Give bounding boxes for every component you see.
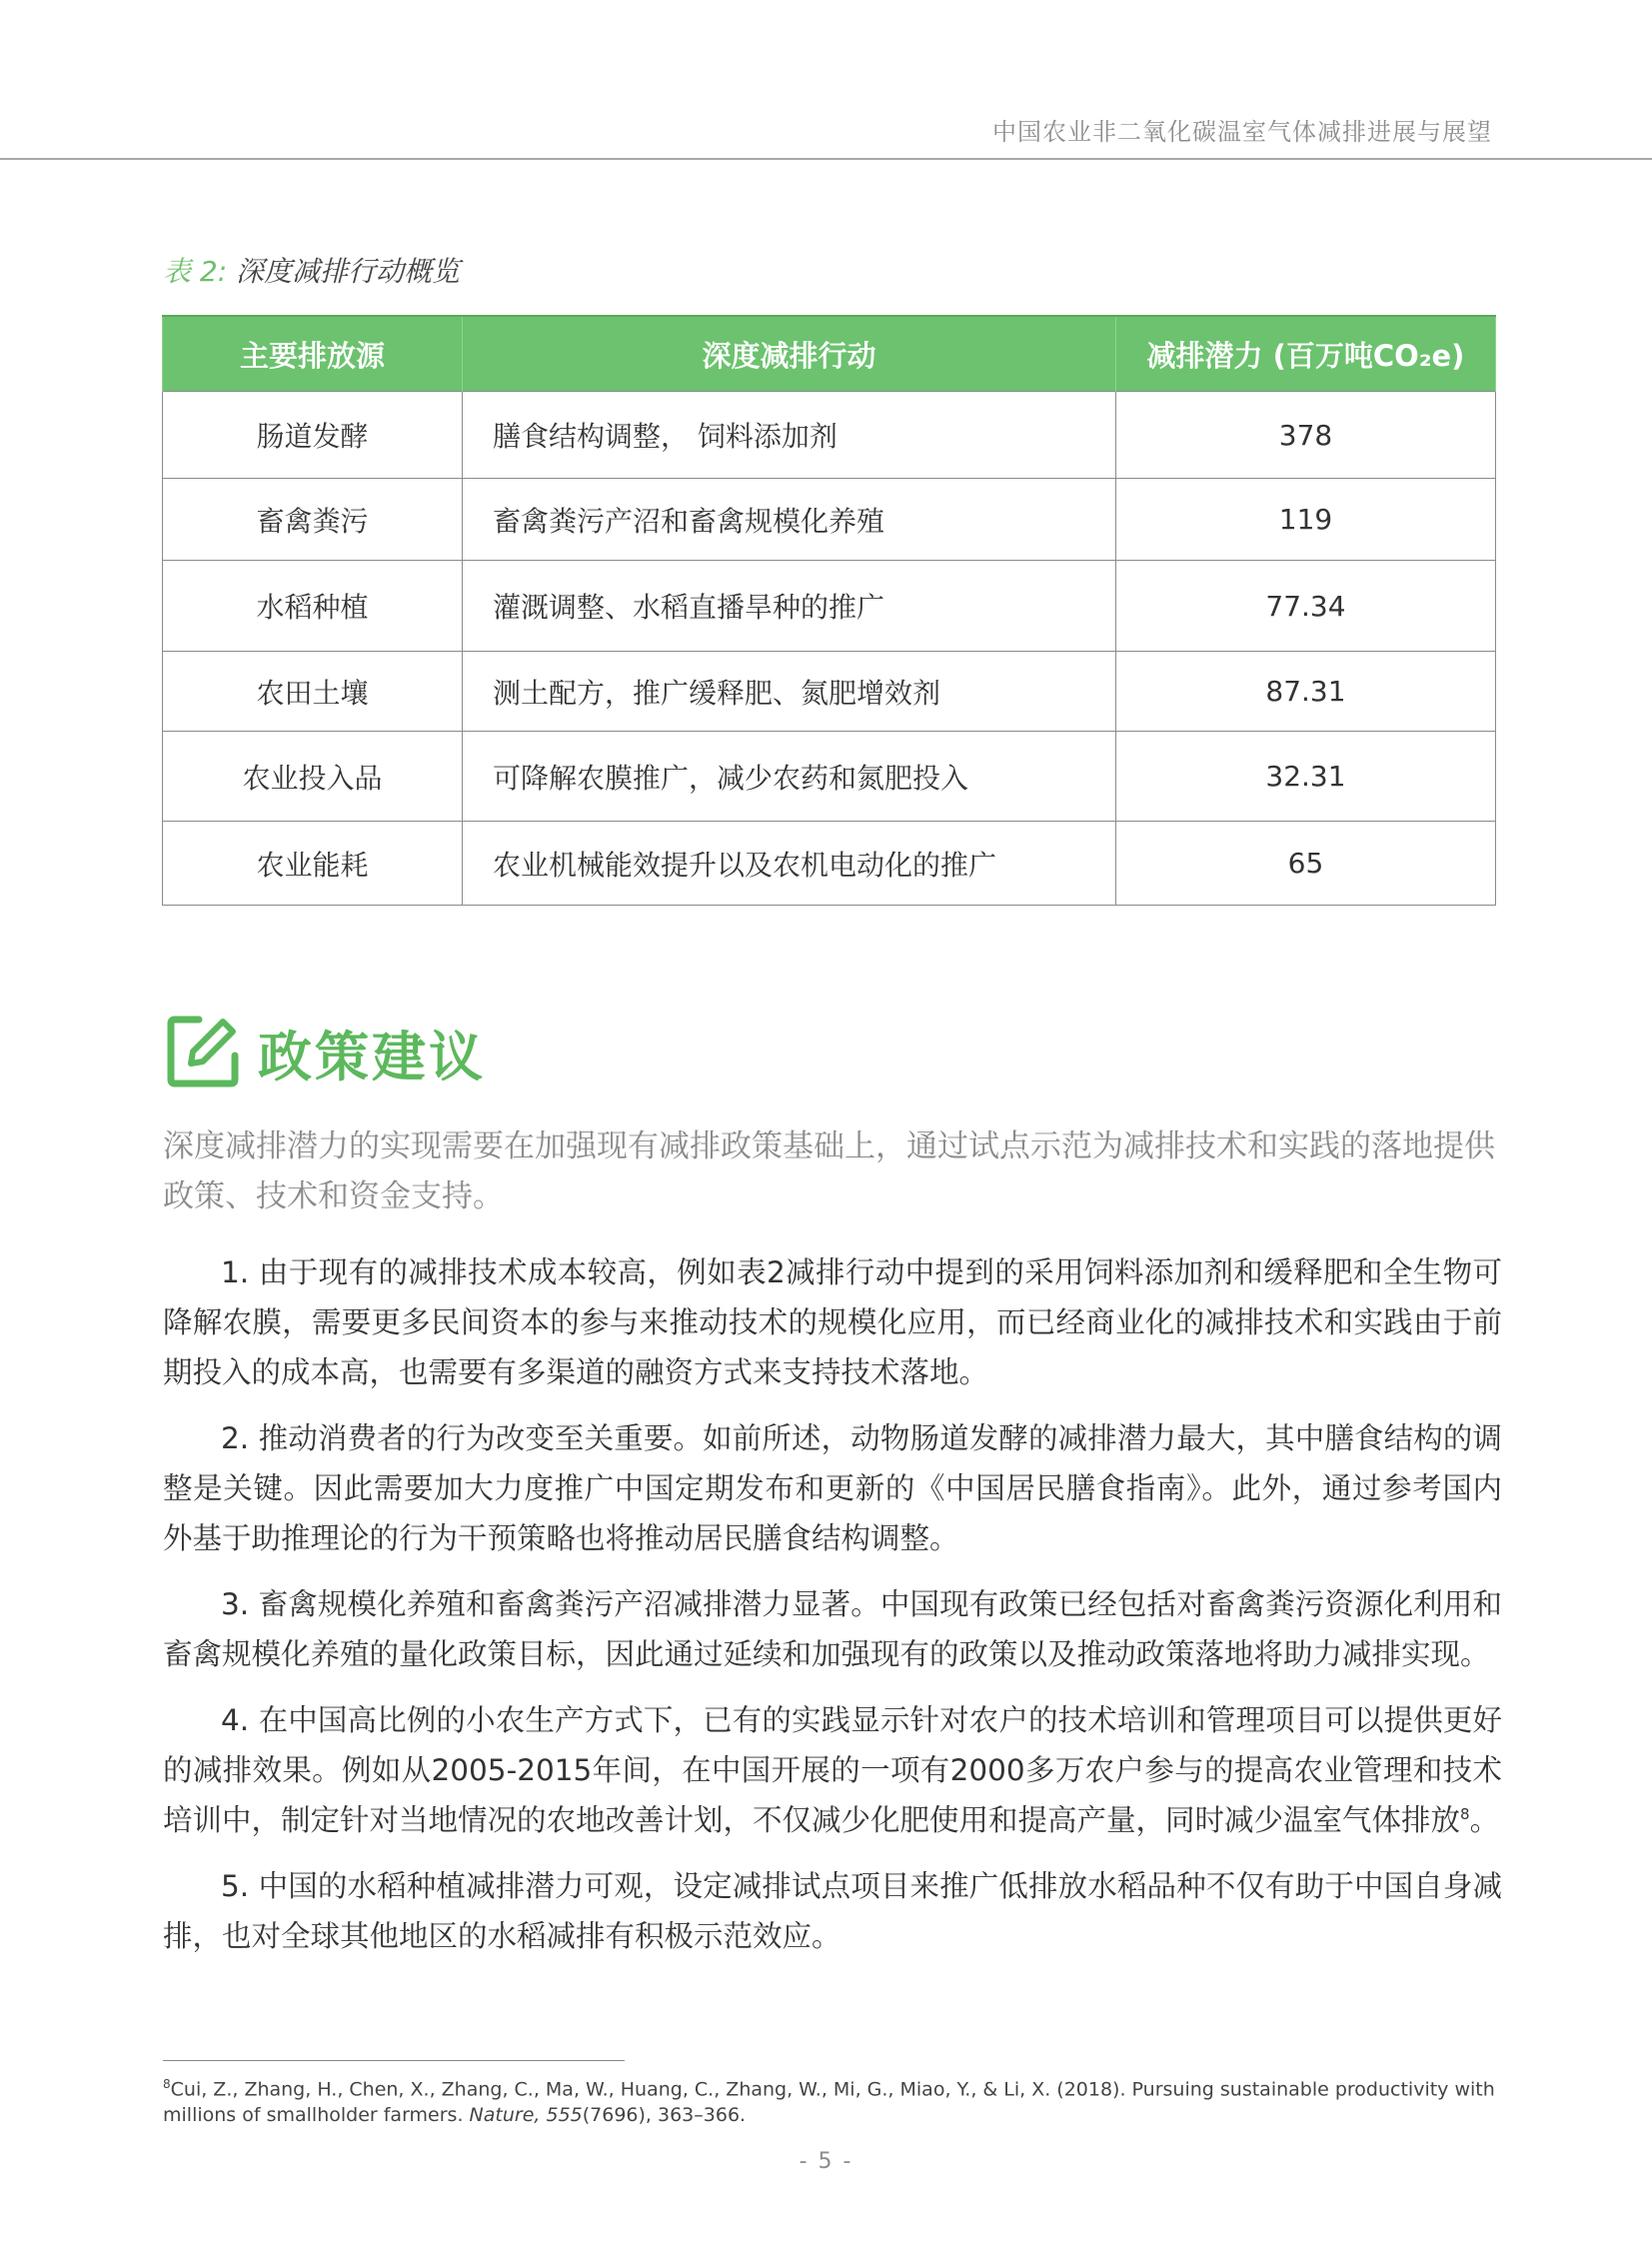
cell-action: 灌溉调整、水稻直播旱种的推广 (463, 561, 1116, 652)
cell-potential: 32.31 (1116, 732, 1496, 822)
list-item: 1. 由于现有的减排技术成本较高，例如表2减排行动中提到的采用饲料添加剂和缓释肥和全生物可降解农膜，需要更多民间资本的参与来推动技术的规模化应用，而已经商业化的减排技术和实践由于前期投入的成本高，也需要有多渠道的融资方式来支持技术落地。 (163, 1255, 1502, 1389)
column-header-action: 深度减排行动 (463, 316, 1116, 392)
cell-potential: 65 (1116, 822, 1496, 906)
table-caption-label: 表 2: (163, 255, 228, 288)
header-divider (0, 158, 1652, 160)
section-title: 政策建议 (258, 1026, 486, 1089)
cell-potential: 77.34 (1116, 561, 1496, 652)
list-item: 5. 中国的水稻种植减排潜力可观，设定减排试点项目来推广低排放水稻品种不仅有助于中国自身减排，也对全球其他地区的水稻减排有积极示范效应。 (163, 1869, 1502, 1953)
column-header-potential: 减排潜力 (百万吨CO₂e) (1116, 316, 1496, 392)
cell-action: 测土配方，推广缓释肥、氮肥增效剂 (463, 652, 1116, 732)
table-row (163, 652, 1496, 732)
table-caption (163, 250, 460, 290)
recommendation-list (163, 1247, 1502, 1977)
cell-source: 畜禽粪污 (163, 479, 463, 561)
cell-action: 畜禽粪污产沼和畜禽规模化养殖 (463, 479, 1116, 561)
page-number: - 5 - (799, 2149, 853, 2174)
cell-potential: 119 (1116, 479, 1496, 561)
table-row (163, 732, 1496, 822)
running-header-title: 中国农业非二氧化碳温室气体减排进展与展望 (992, 118, 1492, 146)
cell-source: 肠道发酵 (163, 392, 463, 479)
footnote-journal: Nature, 555 (469, 2104, 583, 2127)
table-caption-text: 深度减排行动概览 (227, 255, 461, 288)
table-header-row (163, 316, 1496, 392)
footnote-issue: (7696), 363–366. (582, 2104, 747, 2127)
list-item: 2. 推动消费者的行为改变至关重要。如前所述，动物肠道发酵的减排潜力最大，其中膳食结构的调整是关键。因此需要加大力度推广中国定期发布和更新的《中国居民膳食指南》。此外，通过参考国内外基于助推理论的行为干预策略也将推动居民膳食结构调整。 (163, 1421, 1502, 1555)
cell-source: 水稻种植 (163, 561, 463, 652)
table-row (163, 479, 1496, 561)
cell-action: 可降解农膜推广，减少农药和氮肥投入 (463, 732, 1116, 822)
table-row (163, 822, 1496, 906)
table-row (163, 392, 1496, 479)
footnote-text: Cui, Z., Zhang, H., Chen, X., Zhang, C., Ma, W., Huang, C., Zhang, W., Mi, G., Miao, Y., & Li, X. (2018). Pursuing sustainable productivity with millions of smallholder farmers. (163, 2078, 1495, 2127)
edit-icon (165, 1012, 243, 1090)
cell-potential: 87.31 (1116, 652, 1496, 732)
cell-potential: 378 (1116, 392, 1496, 479)
list-item: 3. 畜禽规模化养殖和畜禽粪污产沼减排潜力显著。中国现有政策已经包括对畜禽粪污资源化利用和畜禽规模化养殖的量化政策目标，因此通过延续和加强现有的政策以及推动政策落地将助力减排实现。 (163, 1587, 1502, 1671)
footnote (163, 2071, 1522, 2128)
footnote-mark: 8 (163, 2077, 171, 2091)
cell-source: 农业能耗 (163, 822, 463, 906)
footnote-divider (163, 2060, 625, 2061)
section-intro: 深度减排潜力的实现需要在加强现有减排政策基础上，通过试点示范为减排技术和实践的落地提供政策、技术和资金支持。 (163, 1128, 1495, 1214)
cell-action: 膳食结构调整， 饲料添加剂 (463, 392, 1116, 479)
list-item-end: 。 (1469, 1803, 1500, 1837)
reduction-actions-table (162, 315, 1496, 906)
list-item (163, 1695, 1502, 1845)
cell-source: 农业投入品 (163, 732, 463, 822)
footnote-reference[interactable]: 8 (1460, 1805, 1470, 1824)
cell-action: 农业机械能效提升以及农机电动化的推广 (463, 822, 1116, 906)
table-row (163, 561, 1496, 652)
cell-source: 农田土壤 (163, 652, 463, 732)
list-item-text: 4. 在中国高比例的小农生产方式下，已有的实践显示针对农户的技术培训和管理项目可以提供更好的减排效果。例如从2005-2015年间，在中国开展的一项有2000多万农户参与的提高农业管理和技术培训中，制定针对当地情况的农地改善计划，不仅减少化肥使用和提高产量，同时减少温室气体排放 (163, 1703, 1502, 1837)
column-header-source: 主要排放源 (163, 316, 463, 392)
